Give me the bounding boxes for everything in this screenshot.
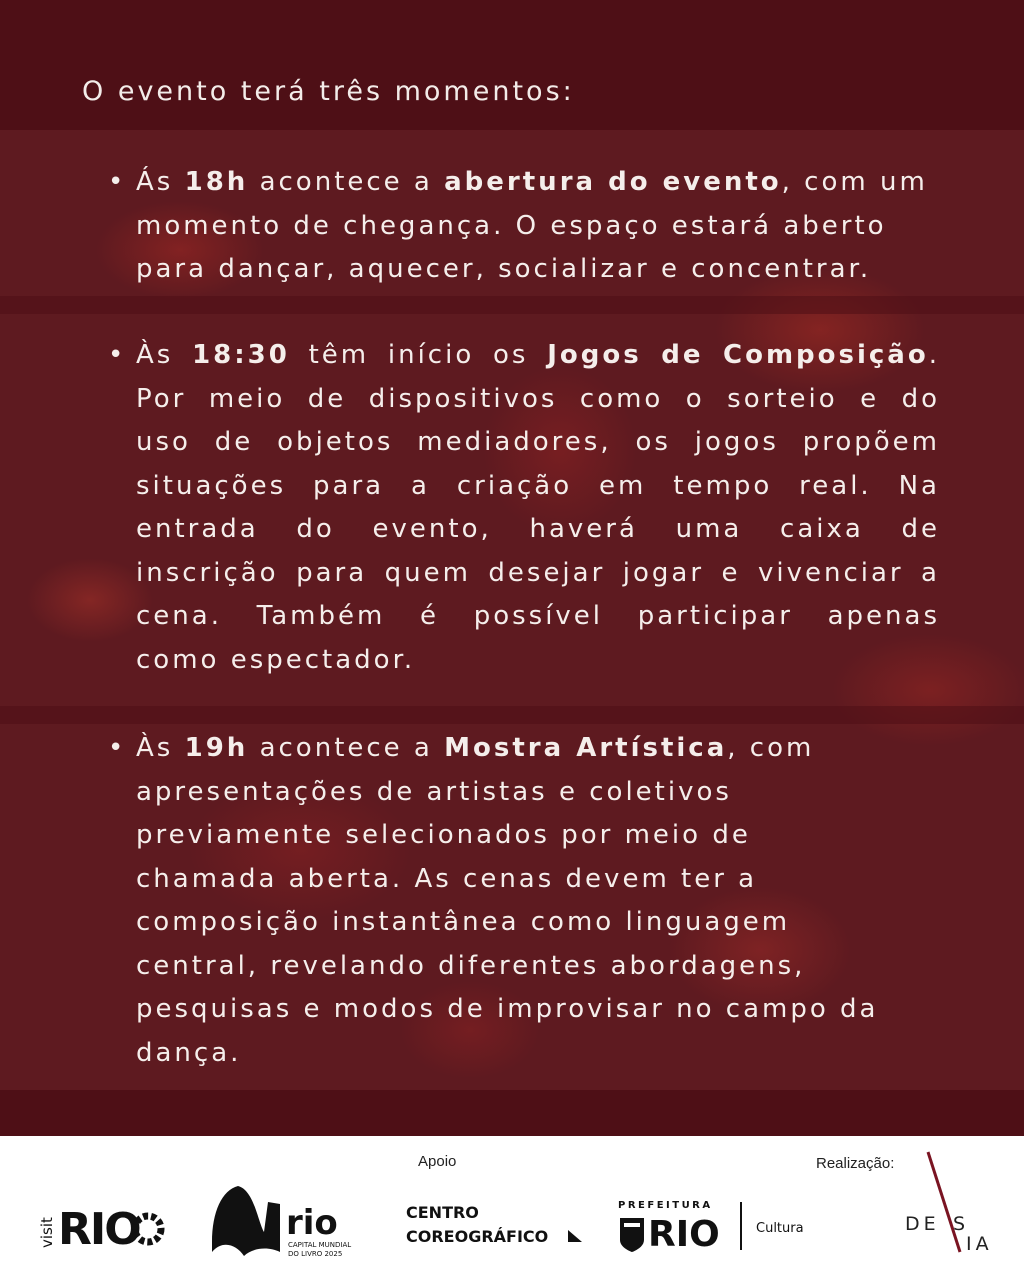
desvia-logo xyxy=(900,1150,1010,1254)
moment-line xyxy=(108,248,940,292)
bold-text-run: 18h xyxy=(184,167,249,197)
svg-text:DO LIVRO 2025: DO LIVRO 2025 xyxy=(288,1250,343,1258)
svg-text:Cultura: Cultura xyxy=(756,1221,804,1236)
background-band xyxy=(0,296,1024,314)
text-run: momento de chegança. O espaço estará aberto xyxy=(136,210,887,241)
text-run: chamada aberta. As cenas devem ter a xyxy=(136,863,758,894)
visit-rio-logo xyxy=(38,1192,168,1252)
bold-text-run: 18:30 xyxy=(192,340,290,370)
bullet-marker: • xyxy=(108,167,127,197)
svg-text:RIO: RIO xyxy=(648,1214,720,1255)
moment-line xyxy=(108,334,940,378)
svg-text:RIO: RIO xyxy=(58,1204,140,1252)
bold-text-run: Jogos de Composição xyxy=(547,340,929,370)
moment-line xyxy=(108,421,940,465)
bold-text-run: Mostra Artística xyxy=(444,733,728,763)
svg-text:visit: visit xyxy=(38,1217,56,1248)
svg-text:DE: DE xyxy=(905,1213,940,1235)
text-run: Às xyxy=(136,340,193,370)
sponsors-footer xyxy=(0,1136,1024,1280)
moment-line xyxy=(108,595,940,639)
svg-text:CAPITAL MUNDIAL: CAPITAL MUNDIAL xyxy=(288,1241,352,1249)
text-run: Às xyxy=(136,733,185,763)
moment-line xyxy=(108,771,940,815)
text-run: cena. Também é possível participar apenas xyxy=(136,601,940,631)
moment-line xyxy=(108,465,940,509)
svg-text:COREOGRÁFICO: COREOGRÁFICO xyxy=(406,1227,549,1246)
text-run: central, revelando diferentes abordagens, xyxy=(136,950,806,981)
text-run: para dançar, aquecer, socializar e concentrar. xyxy=(136,254,872,284)
moment-line xyxy=(108,552,940,596)
bullet-marker: • xyxy=(108,340,127,370)
svg-text:PREFEITURA: PREFEITURA xyxy=(618,1200,713,1211)
moment-line xyxy=(108,508,940,552)
text-run: acontece a xyxy=(248,167,445,197)
svg-text:rio: rio xyxy=(286,1203,338,1243)
text-run: Por meio de dispositivos como o sorteio e do xyxy=(136,383,940,414)
text-run: como espectador. xyxy=(136,644,416,675)
text-run: dança. xyxy=(136,1037,242,1068)
moment-line xyxy=(108,727,940,771)
text-run: Ás xyxy=(136,167,185,197)
text-run: , com um xyxy=(781,167,928,197)
rio-capital-livro-logo xyxy=(208,1182,358,1262)
text-run: composição instantânea como linguagem xyxy=(136,907,791,937)
organizer-label: Realização: xyxy=(816,1155,895,1172)
prefeitura-rio-cultura-logo xyxy=(616,1196,816,1260)
svg-text:IA: IA xyxy=(966,1233,993,1254)
moment-artistic-show xyxy=(108,727,940,1075)
intro-text: O evento terá três momentos: xyxy=(82,76,575,107)
moment-line xyxy=(108,205,940,249)
text-run: apresentações de artistas e coletivos xyxy=(136,776,732,807)
bullet-marker: • xyxy=(108,733,127,763)
moment-line xyxy=(108,161,940,205)
moment-line xyxy=(108,945,940,989)
text-run: têm início os xyxy=(289,340,548,370)
centro-coreografico-logo xyxy=(406,1200,588,1250)
text-run: , com xyxy=(727,733,815,763)
bold-text-run: 19h xyxy=(184,733,249,763)
svg-text:CENTRO: CENTRO xyxy=(406,1203,479,1222)
text-run: pesquisas e modos de improvisar no campo da xyxy=(136,994,879,1024)
moment-line xyxy=(108,1032,940,1076)
moment-line xyxy=(108,639,940,683)
moment-line xyxy=(108,378,940,422)
text-run: acontece a xyxy=(248,733,445,763)
background-band xyxy=(0,706,1024,724)
text-run: entrada do evento, haverá uma caixa de xyxy=(136,514,940,544)
svg-text:S: S xyxy=(953,1213,966,1235)
text-run: situações para a criação em tempo real. Na xyxy=(136,470,940,501)
text-run: inscrição para quem desejar jogar e vivenciar a xyxy=(136,557,940,588)
bold-text-run: abertura do evento xyxy=(444,167,782,197)
support-label: Apoio xyxy=(418,1153,457,1170)
moment-line xyxy=(108,858,940,902)
moment-composition-games xyxy=(108,334,940,682)
text-run: . xyxy=(928,340,940,370)
moment-line xyxy=(108,901,940,945)
moment-line xyxy=(108,814,940,858)
text-run: uso de objetos mediadores, os jogos propõem xyxy=(136,427,940,457)
moment-opening xyxy=(108,161,940,292)
moment-line xyxy=(108,988,940,1032)
text-run: previamente selecionados por meio de xyxy=(136,820,751,850)
